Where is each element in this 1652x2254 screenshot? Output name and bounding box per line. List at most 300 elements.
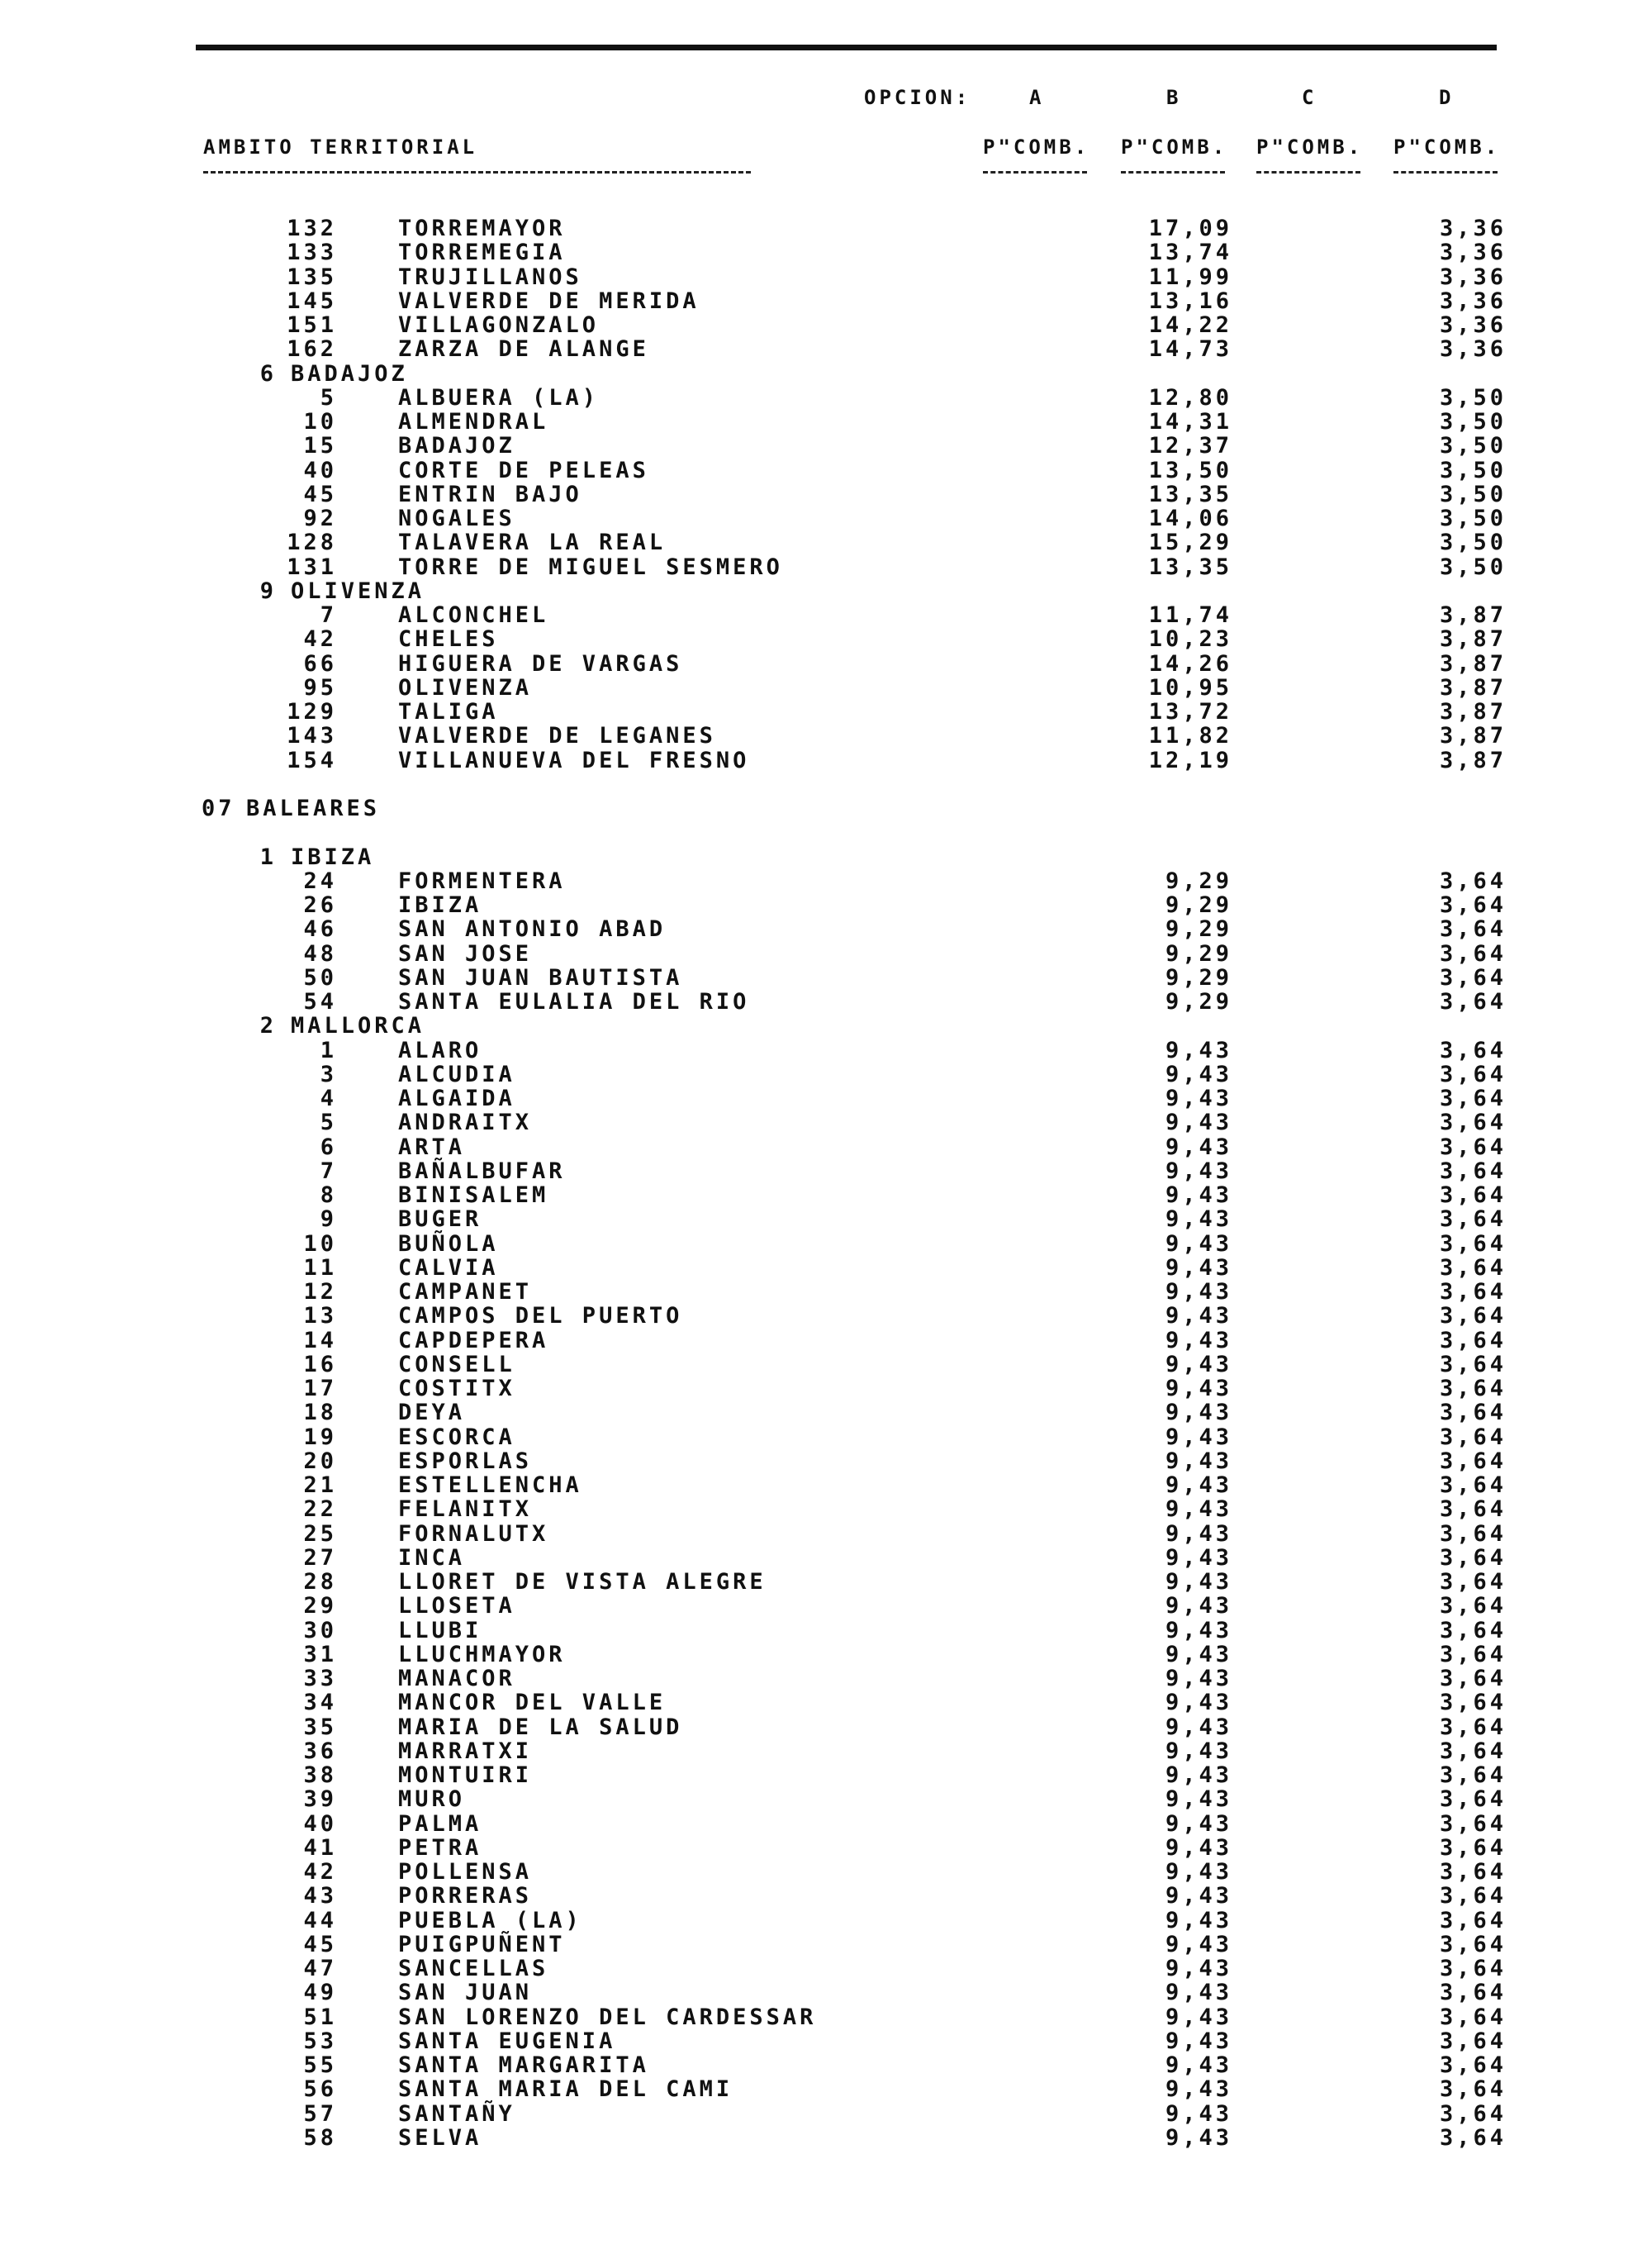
municipality-code: 4: [320, 1086, 337, 1111]
option-b-value: 9,43: [1165, 1424, 1232, 1450]
municipality-code: 1: [320, 1038, 337, 1063]
option-b-value: 9,43: [1165, 2076, 1232, 2102]
province-code: 2: [259, 1013, 277, 1039]
municipality-name: ANDRAITX: [398, 1110, 533, 1135]
municipality-code: 45: [303, 482, 337, 507]
option-b-value: 9,43: [1165, 1110, 1232, 1135]
municipality-name: SAN LORENZO DEL CARDESSAR: [398, 2004, 817, 2030]
province-name: IBIZA: [291, 844, 375, 870]
municipality-name: HIGUERA DE VARGAS: [398, 651, 683, 677]
municipality-code: 16: [303, 1352, 337, 1377]
option-b-value: 9,43: [1165, 1062, 1232, 1087]
option-d-value: 3,64: [1439, 1400, 1507, 1425]
municipality-code: 47: [303, 1956, 337, 1981]
option-d-value: 3,64: [1439, 1110, 1507, 1135]
option-b-value: 9,43: [1165, 1786, 1232, 1812]
option-d-value: 3,64: [1439, 1956, 1507, 1981]
municipality-name: MONTUIRI: [398, 1762, 533, 1788]
municipality-name: PORRERAS: [398, 1883, 533, 1909]
opcion-label: OPCION:: [864, 86, 971, 109]
municipality-name: ALCUDIA: [398, 1062, 515, 1087]
option-b-value: 10,23: [1148, 626, 1232, 652]
option-d-value: 3,50: [1439, 482, 1507, 507]
option-b-value: 9,43: [1165, 1134, 1232, 1160]
option-b-value: 11,74: [1148, 602, 1232, 628]
municipality-code: 10: [303, 1231, 337, 1257]
option-b-value: 14,06: [1148, 506, 1232, 531]
municipality-code: 28: [303, 1569, 337, 1595]
option-a-label: A: [1029, 86, 1045, 109]
municipality-name: BUÑOLA: [398, 1231, 499, 1257]
municipality-name: SANTAÑY: [398, 2101, 515, 2127]
option-b-value: 9,43: [1165, 1980, 1232, 2005]
municipality-code: 48: [303, 941, 337, 967]
municipality-name: VILLAGONZALO: [398, 312, 600, 338]
municipality-name: MANACOR: [398, 1666, 515, 1691]
municipality-code: 14: [303, 1328, 337, 1353]
option-d-value: 3,87: [1439, 626, 1507, 652]
municipality-name: SANCELLAS: [398, 1956, 549, 1981]
option-b-value: 9,43: [1165, 1859, 1232, 1885]
option-b-value: 9,43: [1165, 1086, 1232, 1111]
header-underline: [203, 171, 751, 174]
municipality-code: 12: [303, 1279, 337, 1305]
municipality-code: 40: [303, 458, 337, 483]
municipality-code: 49: [303, 1980, 337, 2005]
municipality-name: LLORET DE VISTA ALEGRE: [398, 1569, 767, 1595]
municipality-name: VALVERDE DE MERIDA: [398, 288, 700, 314]
municipality-code: 135: [287, 264, 337, 290]
col-a-underline: [983, 171, 1087, 174]
municipality-code: 143: [287, 723, 337, 749]
option-b-value: 9,43: [1165, 1448, 1232, 1474]
municipality-name: CALVIA: [398, 1255, 499, 1281]
option-b-value: 9,43: [1165, 1496, 1232, 1522]
municipality-code: 41: [303, 1835, 337, 1861]
municipality-name: ENTRIN BAJO: [398, 482, 582, 507]
municipality-name: COSTITX: [398, 1376, 515, 1401]
option-b-value: 9,43: [1165, 1352, 1232, 1377]
municipality-name: ALBUERA (LA): [398, 385, 600, 411]
option-d-value: 3,64: [1439, 1690, 1507, 1715]
option-d-value: 3,50: [1439, 433, 1507, 459]
municipality-code: 7: [320, 602, 337, 628]
option-d-value: 3,64: [1439, 1206, 1507, 1232]
municipality-name: CAMPOS DEL PUERTO: [398, 1303, 683, 1329]
municipality-name: BINISALEM: [398, 1182, 549, 1208]
option-d-value: 3,50: [1439, 385, 1507, 411]
municipality-name: ALARO: [398, 1038, 482, 1063]
municipality-name: SAN JOSE: [398, 941, 533, 967]
municipality-code: 30: [303, 1618, 337, 1643]
municipality-name: ESPORLAS: [398, 1448, 533, 1474]
region-name: BALEARES: [246, 796, 381, 821]
option-b-value: 11,82: [1148, 723, 1232, 749]
option-d-value: 3,50: [1439, 530, 1507, 555]
option-b-value: 9,43: [1165, 1666, 1232, 1691]
option-d-value: 3,64: [1439, 1714, 1507, 1740]
option-b-value: 9,29: [1165, 892, 1232, 918]
municipality-name: ARTA: [398, 1134, 466, 1160]
municipality-code: 39: [303, 1786, 337, 1812]
municipality-code: 11: [303, 1255, 337, 1281]
option-b-value: 9,43: [1165, 1762, 1232, 1788]
top-rule: [196, 45, 1497, 50]
option-d-value: 3,64: [1439, 1835, 1507, 1861]
col-c-label: P"COMB.: [1256, 136, 1364, 159]
option-b-label: B: [1166, 86, 1182, 109]
municipality-name: BUGER: [398, 1206, 482, 1232]
option-b-value: 9,43: [1165, 1714, 1232, 1740]
col-d-label: P"COMB.: [1393, 136, 1501, 159]
municipality-name: OLIVENZA: [398, 675, 533, 701]
municipality-code: 58: [303, 2125, 337, 2151]
municipality-code: 13: [303, 1303, 337, 1329]
municipality-name: SANTA EUGENIA: [398, 2028, 616, 2054]
municipality-code: 92: [303, 506, 337, 531]
municipality-code: 27: [303, 1545, 337, 1571]
municipality-code: 45: [303, 1932, 337, 1957]
option-d-value: 3,50: [1439, 554, 1507, 580]
municipality-code: 33: [303, 1666, 337, 1691]
municipality-code: 25: [303, 1521, 337, 1547]
option-d-value: 3,64: [1439, 1328, 1507, 1353]
option-b-value: 14,73: [1148, 336, 1232, 362]
municipality-name: SANTA MARIA DEL CAMI: [398, 2076, 733, 2102]
option-d-value: 3,64: [1439, 1279, 1507, 1305]
option-b-value: 13,50: [1148, 458, 1232, 483]
option-d-value: 3,64: [1439, 1182, 1507, 1208]
option-d-value: 3,64: [1439, 2125, 1507, 2151]
option-d-value: 3,64: [1439, 2076, 1507, 2102]
municipality-name: TALAVERA LA REAL: [398, 530, 667, 555]
option-d-value: 3,64: [1439, 1980, 1507, 2005]
option-d-value: 3,87: [1439, 651, 1507, 677]
option-b-value: 9,29: [1165, 916, 1232, 942]
col-b-label: P"COMB.: [1121, 136, 1228, 159]
municipality-code: 129: [287, 699, 337, 725]
option-d-value: 3,64: [1439, 1134, 1507, 1160]
option-d-value: 3,87: [1439, 748, 1507, 773]
municipality-code: 162: [287, 336, 337, 362]
municipality-code: 40: [303, 1811, 337, 1837]
option-b-value: 9,43: [1165, 1835, 1232, 1861]
option-b-value: 9,43: [1165, 1690, 1232, 1715]
option-d-value: 3,64: [1439, 1424, 1507, 1450]
option-b-value: 9,43: [1165, 1279, 1232, 1305]
province-code: 6: [259, 361, 277, 387]
municipality-name: MARIA DE LA SALUD: [398, 1714, 683, 1740]
option-b-value: 9,43: [1165, 1206, 1232, 1232]
municipality-name: FORMENTERA: [398, 868, 566, 894]
option-d-value: 3,64: [1439, 1569, 1507, 1595]
option-b-value: 9,43: [1165, 2125, 1232, 2151]
municipality-name: TALIGA: [398, 699, 499, 725]
municipality-code: 145: [287, 288, 337, 314]
option-d-value: 3,64: [1439, 1352, 1507, 1377]
option-d-value: 3,64: [1439, 1762, 1507, 1788]
option-d-value: 3,36: [1439, 288, 1507, 314]
option-d-value: 3,36: [1439, 336, 1507, 362]
municipality-name: FORNALUTX: [398, 1521, 549, 1547]
option-b-value: 9,43: [1165, 1521, 1232, 1547]
municipality-code: 95: [303, 675, 337, 701]
municipality-name: CONSELL: [398, 1352, 515, 1377]
option-d-value: 3,50: [1439, 409, 1507, 435]
option-d-value: 3,64: [1439, 2028, 1507, 2054]
option-d-value: 3,64: [1439, 2101, 1507, 2127]
option-d-value: 3,64: [1439, 989, 1507, 1015]
option-d-value: 3,36: [1439, 216, 1507, 241]
option-b-value: 13,35: [1148, 482, 1232, 507]
option-b-value: 9,29: [1165, 868, 1232, 894]
option-d-value: 3,64: [1439, 1255, 1507, 1281]
municipality-name: FELANITX: [398, 1496, 533, 1522]
ambito-territorial-label: AMBITO TERRITORIAL: [203, 136, 478, 159]
municipality-code: 29: [303, 1593, 337, 1619]
municipality-name: LLOSETA: [398, 1593, 515, 1619]
municipality-name: LLUBI: [398, 1618, 482, 1643]
option-b-value: 9,43: [1165, 1569, 1232, 1595]
option-d-value: 3,64: [1439, 1932, 1507, 1957]
option-b-value: 17,09: [1148, 216, 1232, 241]
option-d-value: 3,87: [1439, 723, 1507, 749]
option-d-value: 3,64: [1439, 1303, 1507, 1329]
option-d-value: 3,64: [1439, 1521, 1507, 1547]
option-d-value: 3,64: [1439, 1859, 1507, 1885]
municipality-code: 34: [303, 1690, 337, 1715]
option-d-value: 3,50: [1439, 458, 1507, 483]
option-d-value: 3,64: [1439, 1038, 1507, 1063]
option-b-value: 9,43: [1165, 2101, 1232, 2127]
option-d-value: 3,64: [1439, 965, 1507, 991]
col-c-underline: [1256, 171, 1360, 174]
municipality-code: 57: [303, 2101, 337, 2127]
municipality-name: BADAJOZ: [398, 433, 515, 459]
municipality-name: PUEBLA (LA): [398, 1908, 582, 1933]
municipality-code: 66: [303, 651, 337, 677]
municipality-name: VILLANUEVA DEL FRESNO: [398, 748, 750, 773]
option-d-value: 3,64: [1439, 2004, 1507, 2030]
option-b-value: 13,16: [1148, 288, 1232, 314]
province-code: 1: [259, 844, 277, 870]
option-b-value: 9,43: [1165, 1738, 1232, 1764]
option-d-value: 3,64: [1439, 1062, 1507, 1087]
option-b-value: 9,29: [1165, 941, 1232, 967]
municipality-name: CORTE DE PELEAS: [398, 458, 649, 483]
municipality-code: 55: [303, 2052, 337, 2078]
municipality-code: 50: [303, 965, 337, 991]
option-d-value: 3,36: [1439, 240, 1507, 265]
option-b-value: 13,72: [1148, 699, 1232, 725]
municipality-name: ALMENDRAL: [398, 409, 549, 435]
option-d-value: 3,64: [1439, 1545, 1507, 1571]
municipality-code: 38: [303, 1762, 337, 1788]
municipality-code: 20: [303, 1448, 337, 1474]
municipality-code: 10: [303, 409, 337, 435]
option-b-value: 9,43: [1165, 1472, 1232, 1498]
option-b-value: 14,26: [1148, 651, 1232, 677]
option-b-value: 9,43: [1165, 1618, 1232, 1643]
option-d-value: 3,64: [1439, 1448, 1507, 1474]
municipality-name: PETRA: [398, 1835, 482, 1861]
option-b-value: 9,43: [1165, 1883, 1232, 1909]
option-b-value: 9,43: [1165, 1231, 1232, 1257]
municipality-name: SAN ANTONIO ABAD: [398, 916, 667, 942]
option-d-value: 3,64: [1439, 1472, 1507, 1498]
option-b-value: 9,43: [1165, 1545, 1232, 1571]
option-d-value: 3,87: [1439, 699, 1507, 725]
option-d-value: 3,64: [1439, 1811, 1507, 1837]
municipality-code: 44: [303, 1908, 337, 1933]
col-d-underline: [1393, 171, 1498, 174]
municipality-name: DEYA: [398, 1400, 466, 1425]
option-d-value: 3,64: [1439, 1158, 1507, 1184]
option-b-value: 15,29: [1148, 530, 1232, 555]
option-d-value: 3,64: [1439, 1642, 1507, 1667]
municipality-code: 43: [303, 1883, 337, 1909]
col-b-underline: [1121, 171, 1225, 174]
municipality-code: 26: [303, 892, 337, 918]
municipality-code: 3: [320, 1062, 337, 1087]
option-d-value: 3,36: [1439, 312, 1507, 338]
option-b-value: 9,43: [1165, 1158, 1232, 1184]
option-c-label: C: [1302, 86, 1317, 109]
option-b-value: 9,43: [1165, 1811, 1232, 1837]
option-d-value: 3,64: [1439, 1593, 1507, 1619]
municipality-name: ESCORCA: [398, 1424, 515, 1450]
municipality-name: VALVERDE DE LEGANES: [398, 723, 716, 749]
province-name: OLIVENZA: [291, 578, 425, 604]
municipality-name: MARRATXI: [398, 1738, 533, 1764]
municipality-code: 15: [303, 433, 337, 459]
municipality-code: 54: [303, 989, 337, 1015]
option-b-value: 13,74: [1148, 240, 1232, 265]
option-d-value: 3,50: [1439, 506, 1507, 531]
municipality-code: 24: [303, 868, 337, 894]
col-a-label: P"COMB.: [983, 136, 1090, 159]
option-d-value: 3,64: [1439, 1883, 1507, 1909]
province-name: MALLORCA: [291, 1013, 425, 1039]
municipality-name: LLUCHMAYOR: [398, 1642, 566, 1667]
option-b-value: 9,43: [1165, 1956, 1232, 1981]
municipality-name: CAMPANET: [398, 1279, 533, 1305]
option-b-value: 12,80: [1148, 385, 1232, 411]
municipality-code: 133: [287, 240, 337, 265]
option-b-value: 14,22: [1148, 312, 1232, 338]
municipality-code: 46: [303, 916, 337, 942]
municipality-code: 21: [303, 1472, 337, 1498]
municipality-name: PALMA: [398, 1811, 482, 1837]
municipality-code: 42: [303, 1859, 337, 1885]
option-d-label: D: [1439, 86, 1455, 109]
region-code: 07: [202, 796, 235, 821]
municipality-name: SAN JUAN BAUTISTA: [398, 965, 683, 991]
option-d-value: 3,36: [1439, 264, 1507, 290]
province-code: 9: [259, 578, 277, 604]
municipality-name: INCA: [398, 1545, 466, 1571]
option-d-value: 3,64: [1439, 1496, 1507, 1522]
option-b-value: 9,43: [1165, 1642, 1232, 1667]
municipality-name: ZARZA DE ALANGE: [398, 336, 649, 362]
option-b-value: 9,43: [1165, 2004, 1232, 2030]
option-b-value: 9,43: [1165, 1400, 1232, 1425]
option-b-value: 9,43: [1165, 1328, 1232, 1353]
option-d-value: 3,64: [1439, 892, 1507, 918]
municipality-code: 131: [287, 554, 337, 580]
option-d-value: 3,64: [1439, 941, 1507, 967]
municipality-code: 8: [320, 1182, 337, 1208]
option-b-value: 9,43: [1165, 1182, 1232, 1208]
municipality-name: PUIGPUÑENT: [398, 1932, 566, 1957]
municipality-code: 18: [303, 1400, 337, 1425]
municipality-code: 9: [320, 1206, 337, 1232]
option-b-value: 13,35: [1148, 554, 1232, 580]
option-b-value: 9,43: [1165, 2028, 1232, 2054]
option-b-value: 14,31: [1148, 409, 1232, 435]
municipality-name: BAÑALBUFAR: [398, 1158, 566, 1184]
municipality-name: SANTA MARGARITA: [398, 2052, 649, 2078]
option-d-value: 3,64: [1439, 916, 1507, 942]
option-d-value: 3,64: [1439, 1231, 1507, 1257]
municipality-code: 5: [320, 1110, 337, 1135]
municipality-name: SANTA EULALIA DEL RIO: [398, 989, 750, 1015]
municipality-code: 31: [303, 1642, 337, 1667]
option-b-value: 9,43: [1165, 1376, 1232, 1401]
municipality-name: SELVA: [398, 2125, 482, 2151]
option-b-value: 12,19: [1148, 748, 1232, 773]
municipality-name: ALCONCHEL: [398, 602, 549, 628]
option-d-value: 3,64: [1439, 1786, 1507, 1812]
option-b-value: 9,43: [1165, 1303, 1232, 1329]
municipality-name: SAN JUAN: [398, 1980, 533, 2005]
municipality-code: 19: [303, 1424, 337, 1450]
municipality-code: 128: [287, 530, 337, 555]
option-d-value: 3,64: [1439, 2052, 1507, 2078]
municipality-code: 151: [287, 312, 337, 338]
municipality-name: POLLENSA: [398, 1859, 533, 1885]
option-b-value: 9,43: [1165, 1932, 1232, 1957]
municipality-name: MANCOR DEL VALLE: [398, 1690, 667, 1715]
option-d-value: 3,64: [1439, 1376, 1507, 1401]
municipality-code: 17: [303, 1376, 337, 1401]
municipality-code: 56: [303, 2076, 337, 2102]
option-b-value: 9,29: [1165, 989, 1232, 1015]
municipality-name: TORRE DE MIGUEL SESMERO: [398, 554, 783, 580]
municipality-name: NOGALES: [398, 506, 515, 531]
option-b-value: 9,43: [1165, 1038, 1232, 1063]
municipality-code: 6: [320, 1134, 337, 1160]
municipality-code: 5: [320, 385, 337, 411]
option-d-value: 3,87: [1439, 602, 1507, 628]
province-name: BADAJOZ: [291, 361, 408, 387]
option-b-value: 10,95: [1148, 675, 1232, 701]
municipality-name: ALGAIDA: [398, 1086, 515, 1111]
municipality-name: TRUJILLANOS: [398, 264, 582, 290]
option-b-value: 9,43: [1165, 1255, 1232, 1281]
municipality-code: 35: [303, 1714, 337, 1740]
municipality-code: 154: [287, 748, 337, 773]
option-d-value: 3,64: [1439, 1618, 1507, 1643]
municipality-code: 36: [303, 1738, 337, 1764]
option-d-value: 3,64: [1439, 1738, 1507, 1764]
municipality-name: TORREMAYOR: [398, 216, 566, 241]
municipality-code: 51: [303, 2004, 337, 2030]
option-b-value: 9,43: [1165, 2052, 1232, 2078]
municipality-name: IBIZA: [398, 892, 482, 918]
option-b-value: 9,43: [1165, 1593, 1232, 1619]
municipality-code: 132: [287, 216, 337, 241]
